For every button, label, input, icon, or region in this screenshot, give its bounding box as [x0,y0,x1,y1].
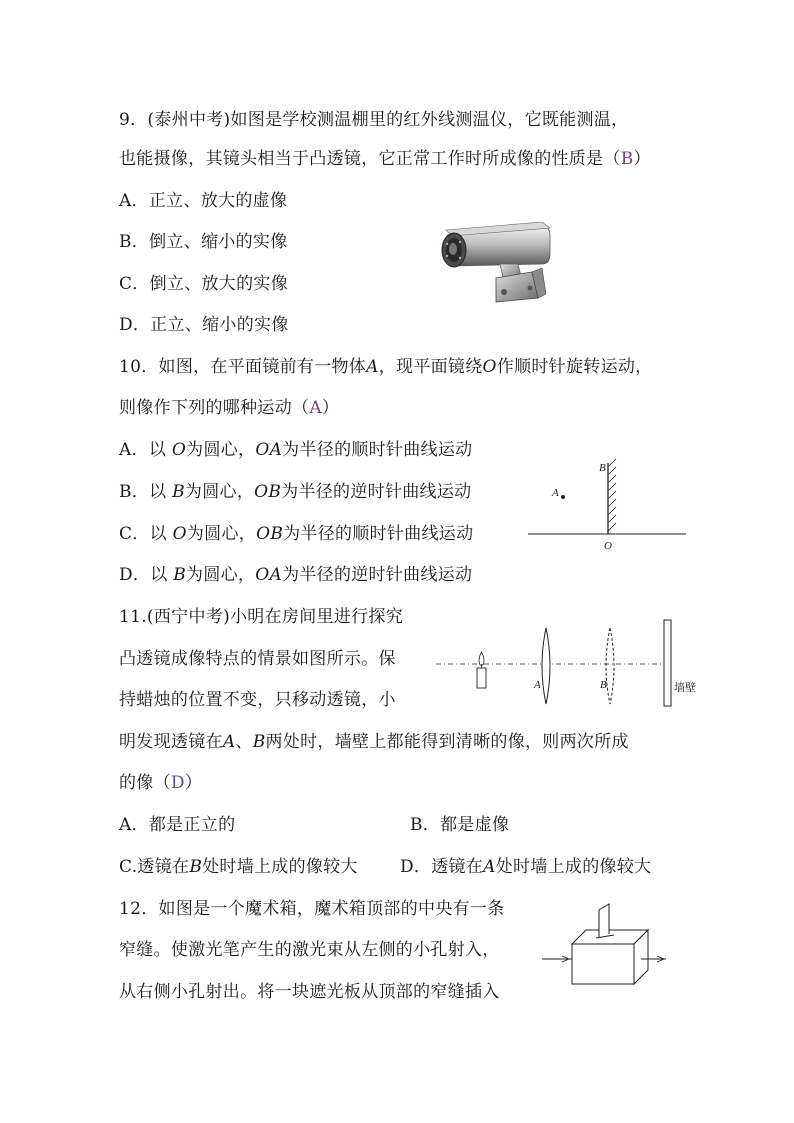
q10-option-c-center: O [172,524,187,544]
q11-stem-line1: 11.(西宁中考)小明在房间里进行探究 [119,607,403,627]
q10-var-a: A [366,357,379,377]
q10-option-d-radius: OA [255,565,283,585]
q11-var-b: B [252,732,266,752]
lens-figure [436,618,708,714]
label-wall: 墙壁 [674,681,696,694]
q11-option-c-a: C.透镜在 [119,857,190,877]
q11-answer: D [170,773,185,793]
q12-stem-line1: 12．如图是一个魔术箱，魔术箱顶部的中央有一条 [119,899,505,919]
q10-option-a-center: O [171,440,187,460]
lens-a [542,628,550,704]
q10-option-a-prefix: A．以 [119,440,172,460]
q9-option-a: A．正立、放大的虚像 [119,191,288,211]
camera-lens [442,233,466,267]
q10-stem-c: 作顺时针旋转运动， [496,357,653,377]
mirror-hatch [608,459,616,531]
q10-option-d-prefix: D．以 [119,565,174,585]
label-a: A [552,487,559,499]
q10-option-d-mid: 为圆心， [186,565,256,585]
q10-var-o: O [482,357,497,377]
q10-option-b [119,481,471,503]
q9-option-c: C．倒立、放大的实像 [119,274,289,294]
q10-option-c-mid: 为圆心， [186,524,257,544]
q10-option-b-suffix: 为半径的逆时针曲线运动 [281,482,472,502]
camera-figure [438,222,560,304]
q10-stem-line2 [119,397,339,419]
q11-var-a: A [222,732,236,752]
label-b: B [599,462,606,474]
q10-option-b-mid: 为圆心， [184,482,255,502]
candle [477,652,486,688]
q10-option-d [119,564,472,586]
q11-stem-text: 的像（ [119,773,171,793]
q11-option-d-var: A [483,857,496,877]
q10-option-c-prefix: C．以 [119,524,173,544]
shading-board [599,904,609,938]
q11-option-c-b: 处时墙上成的像较大 [202,857,358,877]
q9-stem-line1: 9．(泰州中考)如图是学校测温棚里的红外线测温仪，它既能测温， [119,110,629,130]
q10-stem-line1 [119,356,652,378]
object-point [561,495,565,499]
q12-stem-line3: 从右侧小孔射出。将一块遮光板从顶部的窄缝插入 [119,982,500,1002]
q11-stem-a: 明发现透镜在 [119,732,223,752]
q10-option-c-suffix: 为半径的顺时针曲线运动 [283,524,474,544]
label-o: O [604,540,612,552]
q11-option-c [119,856,358,878]
q10-stem-a: 10．如图，在平面镜前有一物体 [119,357,367,377]
q10-answer: A [309,398,322,418]
q10-stem-text: 则像作下列的哪种运动（ [119,398,310,418]
q12-stem-line2: 窄缝。使激光笔产生的激光束从左侧的小孔射入， [119,940,500,960]
magic-box-figure [538,902,668,992]
q11-stem-c: 两处时，墙壁上都能得到清晰的像，则两次所成 [265,732,629,752]
q11-stem-line5 [119,772,202,794]
q11-stem-close: ） [184,773,203,793]
q10-option-d-center: B [173,565,187,585]
q10-option-b-center: B [172,482,185,502]
q11-stem-line2: 凸透镜成像特点的情景如图所示。保 [119,649,396,669]
q11-option-b: B．都是虚像 [410,815,510,835]
q11-stem-line4 [119,731,629,753]
q9-option-d: D．正立、缩小的实像 [119,315,289,335]
label-lens-a: A [534,679,541,691]
q10-option-b-radius: OB [254,482,282,502]
q10-option-c [119,523,473,545]
q11-stem-line3: 持蜡烛的位置不变，只移动透镜，小 [119,690,396,710]
q11-option-d-a: D．透镜在 [400,857,484,877]
box [572,930,648,984]
q9-stem-text: 也能摄像，其镜头相当于凸透镜，它正常工作时所成像的性质是（ [119,149,621,169]
q10-option-a-mid: 为圆心， [186,440,256,460]
q11-option-d [400,856,651,878]
q10-option-c-radius: OB [256,524,284,544]
q10-option-a-radius: OA [255,440,283,460]
q9-answer: B [620,149,634,169]
camera-mount [496,264,546,302]
q10-option-a [119,439,472,461]
q9-stem-line2 [119,148,651,170]
label-lens-b: B [600,679,607,691]
q10-stem-close: ） [321,398,340,418]
q9-stem-close: ） [633,149,651,169]
q10-option-a-suffix: 为半径的顺时针曲线运动 [282,440,473,460]
wall [664,620,671,706]
q11-option-a: A．都是正立的 [119,815,236,835]
q11-option-c-var: B [189,857,203,877]
mirror-figure [526,455,690,555]
q10-stem-b: ，现平面镜绕 [378,357,483,377]
lens-b [606,628,614,704]
q10-option-b-prefix: B．以 [119,482,173,502]
q11-stem-b: 、 [235,732,253,752]
q10-option-d-suffix: 为半径的逆时针曲线运动 [282,565,473,585]
q9-option-b: B．倒立、缩小的实像 [119,232,288,252]
q11-option-d-b: 处时墙上成的像较大 [495,857,652,877]
